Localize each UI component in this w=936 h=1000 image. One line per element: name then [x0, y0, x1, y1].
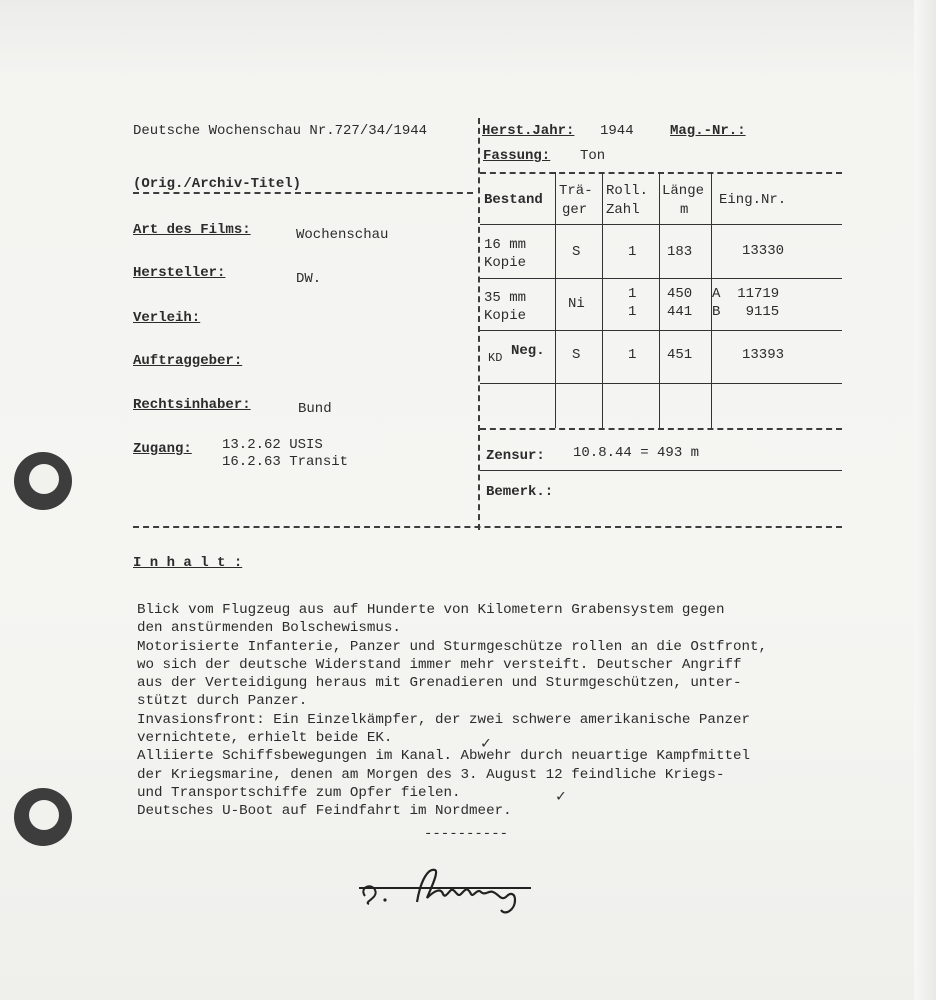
row-line-1: [480, 278, 842, 279]
handwritten-signature: [355, 858, 540, 925]
zugang-line-2: 16.2.63 Transit: [222, 454, 349, 470]
header-roll-2: Zahl: [606, 202, 640, 218]
signature-drawing: [355, 858, 540, 920]
table-divider-vertical: [478, 118, 480, 530]
inhalt-line: vernichtete, erhielt beide EK.: [137, 730, 393, 747]
herst-jahr-value: 1944: [600, 123, 634, 139]
rechtsinhaber-value: Bund: [298, 401, 332, 417]
row2-traeger: Ni: [568, 296, 585, 312]
row1-roll: 1: [628, 244, 637, 260]
header-eing: Eing.Nr.: [719, 192, 787, 208]
page-edge: [914, 0, 936, 1000]
auftraggeber-label: Auftraggeber:: [133, 353, 243, 369]
row1-laenge: 183: [667, 244, 693, 260]
row-line-3: [480, 383, 842, 384]
rechtsinhaber-label: Rechtsinhaber:: [133, 397, 251, 413]
orig-titel-label: (Orig./Archiv-Titel): [133, 176, 302, 192]
col-line-1: [555, 172, 556, 428]
row3-bestand-1: KD: [488, 351, 503, 365]
zensur-bottom-line: [480, 470, 842, 471]
punch-hole-top: [14, 452, 72, 510]
inhalt-label: I n h a l t :: [133, 555, 243, 571]
hersteller-label: Hersteller:: [133, 265, 226, 281]
inhalt-line: Deutsches U-Boot auf Feindfahrt im Nordmeer.: [137, 803, 512, 820]
row2-laenge-2: 441: [667, 304, 693, 320]
row2-eing-1: A 11719: [712, 286, 780, 302]
verleih-label: Verleih:: [133, 310, 201, 326]
header-roll-1: Roll.: [606, 183, 649, 199]
row3-eing: 13393: [742, 347, 785, 363]
row1-traeger: S: [572, 244, 581, 260]
row2-laenge-1: 450: [667, 286, 693, 302]
inhalt-line: Motorisierte Infanterie, Panzer und Sturmgeschütze rollen an die Ostfront,: [137, 638, 768, 655]
fassung-label: Fassung:: [483, 148, 551, 164]
herst-jahr-label: Herst.Jahr:: [482, 123, 575, 139]
hersteller-value: DW.: [296, 271, 322, 287]
zugang-line-1: 13.2.62 USIS: [222, 437, 323, 453]
row3-traeger: S: [572, 347, 581, 363]
row1-eing: 13330: [742, 243, 785, 259]
inhalt-line: Blick vom Flugzeug aus auf Hunderte von Kilometern Grabensystem gegen: [137, 602, 725, 618]
inhalt-line: Alliierte Schiffsbewegungen im Kanal. Abwehr durch neuartige Kampfmittel: [137, 748, 750, 765]
fassung-value: Ton: [580, 148, 606, 164]
col-line-3: [659, 172, 660, 428]
row1-bestand-1: 16 mm: [484, 237, 527, 253]
bemerk-label: Bemerk.:: [486, 484, 554, 500]
film-title: Deutsche Wochenschau Nr.727/34/1944: [133, 123, 428, 139]
inhalt-line: aus der Verteidigung heraus mit Grenadieren und Sturmgeschützen, unter-: [137, 675, 742, 692]
inhalt-line: den anstürmenden Bolschewismus.: [137, 620, 401, 637]
checkmark-kanal: ✓: [481, 735, 491, 753]
inhalt-line: und Transportschiffe zum Opfer fielen.: [137, 784, 461, 801]
form-bottom-border: [133, 526, 842, 528]
row3-roll: 1: [628, 347, 637, 363]
header-laenge-1: Länge: [662, 183, 705, 199]
row2-eing-2: B 9115: [712, 304, 780, 320]
art-label: Art des Films:: [133, 222, 251, 238]
row2-roll-1: 1: [628, 286, 637, 302]
header-traeger-1: Trä-: [559, 183, 593, 199]
row2-bestand-1: 35 mm: [484, 290, 527, 306]
art-value: Wochenschau: [296, 227, 389, 243]
row3-laenge: 451: [667, 347, 693, 363]
inhalt-line: wo sich der deutsche Widerstand immer mehr versteift. Deutscher Angriff: [137, 656, 742, 673]
table-bottom-border: [480, 428, 842, 430]
inhalt-line: der Kriegsmarine, denen am Morgen des 3. August 12 feindliche Kriegs-: [137, 766, 725, 783]
zensur-label: Zensur:: [486, 448, 545, 464]
mag-nr-label: Mag.-Nr.:: [670, 123, 746, 139]
table-top-border: [480, 172, 842, 174]
separator-line: ----------: [424, 826, 509, 842]
row2-roll-2: 1: [628, 304, 637, 320]
inhalt-line: stützt durch Panzer.: [137, 693, 308, 710]
col-line-2: [602, 172, 603, 428]
inhalt-line: Invasionsfront: Ein Einzelkämpfer, der zwei schwere amerikanische Panzer: [137, 711, 750, 728]
header-traeger-2: ger: [562, 202, 588, 218]
row3-bestand-2: Neg.: [511, 343, 545, 359]
row1-bestand-2: Kopie: [484, 255, 527, 271]
checkmark-nordmeer: ✓: [556, 788, 566, 806]
row-line-2: [480, 330, 842, 331]
punch-hole-bottom: [14, 788, 72, 846]
orig-titel-underline: [133, 192, 473, 194]
zugang-label: Zugang:: [133, 441, 192, 457]
header-laenge-2: m: [680, 202, 689, 218]
zensur-value: 10.8.44 = 493 m: [573, 445, 700, 461]
row-line-header: [480, 224, 842, 225]
inhalt-body: [137, 601, 767, 821]
row2-bestand-2: Kopie: [484, 308, 527, 324]
header-bestand: Bestand: [484, 192, 543, 208]
